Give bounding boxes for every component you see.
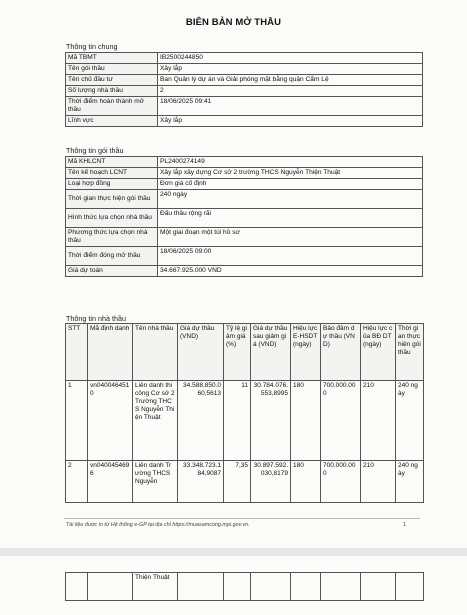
field-label: Lĩnh vực — [66, 116, 158, 127]
table-cell — [396, 573, 424, 601]
package-row — [66, 247, 423, 266]
column-header: Hiệu lực E-HSDT (ngày) — [291, 324, 321, 381]
column-header: Hiệu lực của BĐ DT (ngày) — [361, 324, 396, 381]
package-row — [66, 168, 423, 179]
table-cell: 34.588.850.060,5613 — [178, 381, 224, 461]
footer-divider — [64, 518, 420, 519]
table-cell — [178, 573, 224, 601]
field-label: Hình thức lựa chọn nhà thầu — [66, 209, 158, 228]
general-info-table — [65, 52, 423, 127]
table-cell — [66, 573, 88, 601]
general-info-heading: Thông tin chung — [66, 42, 118, 51]
table-cell: Liên danh Trường THCS Nguyễn — [133, 461, 178, 503]
field-label: Giá dự toán — [66, 266, 158, 277]
footer-note: Tài liệu được in từ Hệ thống e-GP tại địa chỉ https://muasamcong.mpi.gov.vn. — [66, 522, 250, 528]
column-header: Mã định danh — [88, 324, 133, 381]
bidder-table — [65, 323, 424, 503]
table-cell: 700.000.000 — [321, 381, 361, 461]
column-header: Thời gian thực hiện gói thầu — [396, 324, 424, 381]
column-header: Tỷ lệ giảm giá (%) — [224, 324, 251, 381]
column-header: Giá dự thầu (VND) — [178, 324, 224, 381]
table-cell — [224, 573, 251, 601]
field-label: Mã TBMT — [66, 53, 158, 64]
field-label: Thời gian thực hiện gói thầu — [66, 190, 158, 209]
table-cell: 2 — [66, 461, 88, 503]
package-info-table — [65, 156, 423, 277]
field-value: Đấu thầu rộng rãi — [158, 209, 423, 228]
field-value: PL2400274149 — [158, 157, 423, 168]
table-row — [66, 381, 424, 461]
field-value: 18/06/2025 09:00 — [158, 247, 423, 266]
field-label: Số lượng nhà thầu — [66, 86, 158, 97]
field-value: 18/06/2025 09:41 — [158, 97, 423, 116]
general-row — [66, 116, 423, 127]
column-header: STT — [66, 324, 88, 381]
table-cell: 33.348.723.184,9087 — [178, 461, 224, 503]
page-footer — [66, 522, 406, 528]
general-row — [66, 64, 423, 75]
field-value: IB2500244850 — [158, 53, 423, 64]
field-value: 2 — [158, 86, 423, 97]
table-cell: 210 — [361, 461, 396, 503]
table-row — [66, 461, 424, 503]
field-label: Mã KHLCNT — [66, 157, 158, 168]
field-label: Thời điểm đóng mở thầu — [66, 247, 158, 266]
table-cell: 11 — [224, 381, 251, 461]
package-row — [66, 266, 423, 277]
field-label: Tên chủ đầu tư — [66, 75, 158, 86]
table-cell: 210 — [361, 381, 396, 461]
table-cell: 240 ngày — [396, 381, 424, 461]
document-page-2 — [0, 556, 467, 615]
field-label: Tên gói thầu — [66, 64, 158, 75]
table-cell — [251, 573, 291, 601]
table-cell: vn0400464510 — [88, 381, 133, 461]
table-cell: Liên danh thi công Cơ sở 2 Trường THCS Nguyễn Thiện Thuật — [133, 381, 178, 461]
document-title: BIÊN BẢN MỞ THẦU — [185, 17, 282, 28]
table-cell — [88, 573, 133, 601]
table-cell: 7,35 — [224, 461, 251, 503]
table-cell: 240 ngày — [396, 461, 424, 503]
table-cell — [361, 573, 396, 601]
table-cell: 30.784.076.553,8995 — [251, 381, 291, 461]
column-header: Tên nhà thầu — [133, 324, 178, 381]
field-label: Tên kế hoạch LCNT — [66, 168, 158, 179]
general-row — [66, 86, 423, 97]
package-row — [66, 190, 423, 209]
package-row — [66, 179, 423, 190]
field-label: Thời điểm hoàn thành mở thầu — [66, 97, 158, 116]
general-row — [66, 75, 423, 86]
column-header: Giá dự thầu sau giảm giá (VND) — [251, 324, 291, 381]
field-value: Một giai đoạn một túi hồ sơ — [158, 228, 423, 247]
table-cell — [321, 573, 361, 601]
field-value: 34.667.925.000 VND — [158, 266, 423, 277]
column-header: Bảo đảm dự thầu (VND) — [321, 324, 361, 381]
field-value: Xây lắp xây dựng Cơ sở 2 trường THCS Nguyễn Thiện Thuật — [158, 168, 423, 179]
package-row — [66, 209, 423, 228]
table-cell: Thiện Thuật — [133, 573, 178, 601]
package-row — [66, 228, 423, 247]
bidder-info-heading: Thông tin nhà thầu — [66, 314, 126, 323]
field-value: 240 ngày — [158, 190, 423, 209]
general-row — [66, 97, 423, 116]
table-cell: 1 — [66, 381, 88, 461]
table-row — [66, 573, 424, 601]
page-number: 1 — [403, 522, 406, 528]
table-cell: 180 — [291, 381, 321, 461]
field-value: Ban Quản lý dự án và Giải phóng mặt bằng quận Cẩm Lệ — [158, 75, 423, 86]
table-cell: vn0400454696 — [88, 461, 133, 503]
table-cell — [291, 573, 321, 601]
table-cell: 700.000.000 — [321, 461, 361, 503]
field-label: Phương thức lựa chọn nhà thầu — [66, 228, 158, 247]
table-cell: 180 — [291, 461, 321, 503]
field-value: Đơn giá cố định — [158, 179, 423, 190]
field-value: Xây lắp — [158, 64, 423, 75]
field-label: Loại hợp đồng — [66, 179, 158, 190]
general-row — [66, 53, 423, 64]
field-value: Xây lắp — [158, 116, 423, 127]
package-info-heading: Thông tin gói thầu — [66, 146, 124, 155]
table-cell: 30.897.592.030,8179 — [251, 461, 291, 503]
package-row — [66, 157, 423, 168]
bidder-table-continued — [65, 572, 424, 601]
bidder-header-row — [66, 324, 424, 381]
